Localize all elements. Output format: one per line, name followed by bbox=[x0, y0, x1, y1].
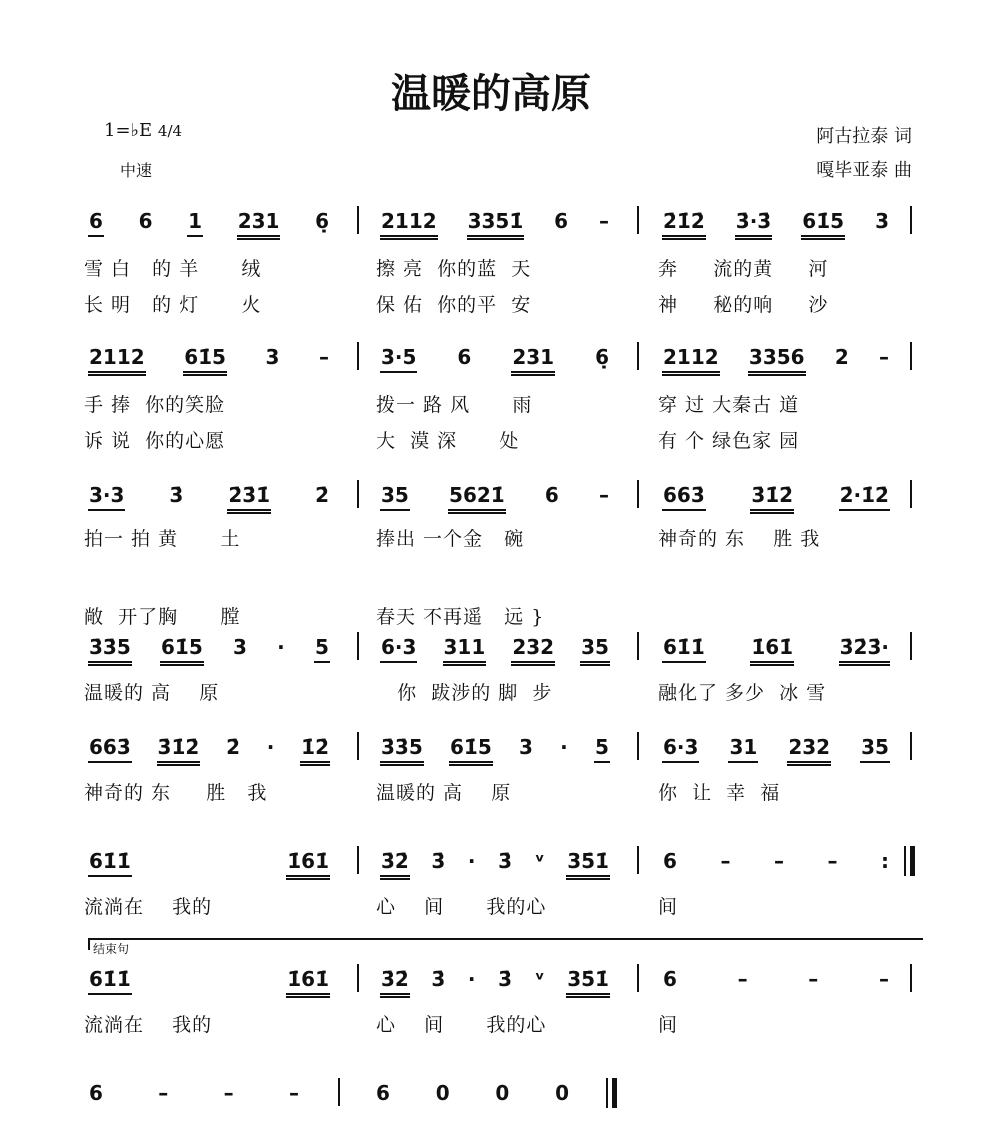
lyric-line: 春天 不再遥 远 } bbox=[376, 606, 545, 628]
barline bbox=[357, 206, 359, 234]
measure-notes bbox=[380, 636, 610, 670]
ending-bracket bbox=[88, 938, 923, 956]
note-group: ᵛ bbox=[534, 967, 545, 991]
note-group: 6 bbox=[89, 1081, 103, 1105]
lyric-line: 你 让 幸 福 bbox=[658, 782, 781, 804]
repeat-end-barline bbox=[904, 846, 915, 876]
note-group: 31 bbox=[728, 736, 758, 763]
note-group: 3̇ bbox=[431, 849, 446, 873]
time-signature: 4/4 bbox=[157, 122, 183, 140]
note-group: 2 bbox=[834, 345, 849, 369]
note-group: 61̇1̇ bbox=[88, 968, 132, 995]
barline bbox=[637, 480, 639, 508]
note-group: 6 bbox=[457, 345, 472, 369]
measure-notes bbox=[380, 346, 610, 380]
lyric-line: 间 bbox=[658, 1014, 679, 1036]
note-group: 6·3 bbox=[380, 636, 417, 663]
note-group: 6 bbox=[663, 849, 677, 873]
barline bbox=[910, 206, 912, 234]
lyric-line: 神 秘的响 沙 bbox=[658, 294, 829, 316]
note-group: 1̇2̇ bbox=[300, 736, 330, 766]
note-group: 3̇1̇2̇ bbox=[157, 736, 201, 766]
note-group: – bbox=[599, 483, 609, 507]
note-group: 3̇ bbox=[498, 967, 513, 991]
measure-notes bbox=[88, 1082, 300, 1116]
measure-notes bbox=[375, 1082, 570, 1116]
note-group: · bbox=[560, 735, 568, 759]
note-group bbox=[198, 850, 221, 875]
measure-notes bbox=[662, 968, 890, 1002]
note-group: 61̇5 bbox=[801, 210, 845, 240]
lyricist-credit: 阿古拉泰 词 bbox=[816, 126, 912, 147]
lyric-line: 间 bbox=[658, 896, 679, 918]
note-group: 2̇3̇1̇ bbox=[227, 484, 271, 514]
ending-label: 结束句 bbox=[93, 942, 130, 956]
measure-notes bbox=[380, 210, 610, 244]
lyric-line: 心 间 我的心 bbox=[376, 1014, 547, 1036]
note-group: 6·3 bbox=[662, 736, 699, 763]
measure-notes bbox=[662, 850, 890, 884]
measure-notes bbox=[88, 484, 330, 518]
measure-notes bbox=[88, 636, 330, 670]
lyric-line: 心 间 我的心 bbox=[376, 896, 547, 918]
lyric-line: 有 个 绿色家 园 bbox=[658, 430, 800, 452]
note-group: – bbox=[737, 967, 748, 991]
note-group: 61̇5 bbox=[449, 736, 493, 766]
note-group: 6̣ bbox=[595, 345, 609, 369]
note-group: 61̇1̇ bbox=[662, 636, 706, 663]
note-group: : bbox=[880, 849, 889, 873]
note-group: 2̇ bbox=[315, 483, 329, 507]
lyric-line: 拍一 拍 黄 土 bbox=[84, 528, 241, 550]
note-group: ᵛ bbox=[534, 849, 545, 873]
note-group: 663̇ bbox=[662, 484, 706, 511]
note-group: 3356 bbox=[748, 346, 806, 376]
note-group: 2112 bbox=[380, 210, 438, 240]
measure-notes bbox=[662, 736, 890, 770]
barline bbox=[637, 732, 639, 760]
note-group: – bbox=[878, 345, 889, 369]
tempo-marking: 中速 bbox=[120, 161, 153, 180]
note-group: 311 bbox=[443, 636, 487, 666]
note-group: 2112 bbox=[88, 346, 146, 376]
lyric-line: 擦 亮 你的蓝 天 bbox=[376, 258, 532, 280]
lyric-line: 捧出 一个金 碗 bbox=[376, 528, 525, 550]
song-title: 温暖的高原 bbox=[391, 70, 591, 117]
note-group: 3·5 bbox=[380, 346, 417, 373]
note-group: 1̇61̇ bbox=[286, 850, 330, 880]
note-group: 5 bbox=[314, 636, 330, 663]
note-group: 3351̇ bbox=[467, 210, 525, 240]
note-group: 61̇5 bbox=[160, 636, 204, 666]
note-group: 35 bbox=[860, 736, 890, 763]
note-group: · bbox=[467, 967, 476, 991]
barline bbox=[357, 342, 359, 370]
measure-notes bbox=[380, 484, 610, 518]
note-group: 35̇1̇ bbox=[566, 850, 610, 880]
barline bbox=[637, 206, 639, 234]
barline bbox=[637, 964, 639, 992]
lyric-line: 穿 过 大秦古 道 bbox=[658, 394, 800, 416]
barline bbox=[357, 480, 359, 508]
final-barline bbox=[606, 1078, 617, 1108]
note-group: 6̣ bbox=[315, 209, 329, 233]
note-group: · bbox=[467, 849, 476, 873]
measure-notes bbox=[662, 636, 890, 670]
measure-notes bbox=[88, 346, 330, 380]
lyric-line: 雪 白 的 羊 绒 bbox=[84, 258, 262, 280]
barline bbox=[910, 732, 912, 760]
note-group: 35 bbox=[380, 484, 410, 511]
lyric-line: 诉 说 你的心愿 bbox=[84, 430, 226, 452]
note-group: 2̇ bbox=[226, 735, 240, 759]
barline bbox=[637, 342, 639, 370]
barline bbox=[910, 964, 912, 992]
note-group: – bbox=[720, 849, 731, 873]
lyric-line: 奔 流的黄 河 bbox=[658, 258, 829, 280]
measure-notes bbox=[662, 484, 890, 518]
measure-notes bbox=[380, 968, 610, 1002]
lyric-line: 长 明 的 灯 火 bbox=[84, 294, 262, 316]
note-group: – bbox=[223, 1081, 234, 1105]
note-group: 3̇3̇5 bbox=[88, 636, 132, 666]
lyric-line: 敞 开了胸 膛 bbox=[84, 606, 241, 628]
lyric-line: 神奇的 东 胜 我 bbox=[658, 528, 821, 550]
measure-notes bbox=[380, 850, 610, 884]
key-text: 1=♭E bbox=[104, 120, 153, 141]
note-group: 6 bbox=[138, 209, 153, 233]
measure-notes bbox=[380, 736, 610, 770]
barline bbox=[357, 732, 359, 760]
note-group: 6 bbox=[376, 1081, 390, 1105]
note-group: 3̇1̇2̇ bbox=[750, 484, 794, 514]
measure-notes bbox=[88, 736, 330, 770]
note-group: 3 bbox=[519, 735, 533, 759]
note-group: – bbox=[808, 967, 819, 991]
note-group: · bbox=[277, 635, 285, 659]
note-group: 5 bbox=[594, 736, 610, 763]
note-group: 3̇ bbox=[431, 967, 446, 991]
lyric-line: 温暖的 高 原 bbox=[84, 682, 220, 704]
lyric-line: 保 佑 你的平 安 bbox=[376, 294, 532, 316]
note-group: 2112 bbox=[662, 346, 720, 376]
note-group: 1̇61̇ bbox=[750, 636, 794, 666]
barline bbox=[338, 1078, 340, 1106]
lyric-line: 温暖的 高 原 bbox=[376, 782, 512, 804]
note-group: 232 bbox=[511, 636, 555, 666]
note-group: 231 bbox=[237, 210, 281, 240]
note-group: 6 bbox=[663, 967, 677, 991]
note-group: 3 bbox=[233, 635, 247, 659]
barline bbox=[637, 846, 639, 874]
measure-notes bbox=[88, 968, 330, 1002]
measure-notes bbox=[88, 850, 330, 884]
barline bbox=[357, 964, 359, 992]
note-group: 3̇3̇5 bbox=[380, 736, 424, 766]
note-group: 61̇1̇ bbox=[88, 850, 132, 877]
note-group: 0 bbox=[435, 1081, 450, 1105]
note-group: 35 bbox=[580, 636, 610, 666]
lyric-line: 拨一 路 风 雨 bbox=[376, 394, 533, 416]
note-group: 35̇1̇ bbox=[566, 968, 610, 998]
lyric-line: 流淌在 我的 bbox=[84, 1014, 213, 1036]
barline bbox=[910, 342, 912, 370]
note-group: – bbox=[773, 849, 784, 873]
note-group: – bbox=[878, 967, 889, 991]
note-group: 232 bbox=[787, 736, 831, 766]
lyric-line: 流淌在 我的 bbox=[84, 896, 213, 918]
note-group: 3̇ bbox=[498, 849, 513, 873]
note-group: 3̇ bbox=[169, 483, 184, 507]
note-group: 2̇·1̇2̇ bbox=[839, 484, 890, 511]
note-group: 1 bbox=[187, 210, 203, 237]
note-group: 663̇ bbox=[88, 736, 132, 763]
note-group: 0 bbox=[495, 1081, 510, 1105]
note-group: 6 bbox=[544, 483, 559, 507]
measure-notes bbox=[662, 210, 890, 244]
note-group: · bbox=[266, 735, 275, 759]
note-group: – bbox=[827, 849, 838, 873]
note-group: 6 bbox=[554, 209, 569, 233]
key-signature bbox=[104, 120, 182, 141]
note-group: – bbox=[289, 1081, 299, 1105]
barline bbox=[357, 632, 359, 660]
note-group: 5621̇ bbox=[448, 484, 506, 514]
note-group: 3̇2̇3̇· bbox=[839, 636, 890, 666]
note-group: – bbox=[158, 1081, 169, 1105]
note-group: 3̇·3̇ bbox=[735, 210, 772, 240]
barline bbox=[357, 846, 359, 874]
note-group: 3̇2̇ bbox=[380, 968, 410, 998]
note-group: 61̇5 bbox=[183, 346, 227, 376]
lyric-line: 大 漠 深 处 bbox=[376, 430, 520, 452]
note-group: 6 bbox=[88, 210, 104, 237]
note-group: 0 bbox=[555, 1081, 569, 1105]
note-group: – bbox=[318, 345, 329, 369]
lyric-line: 融化了 多少 冰 雪 bbox=[658, 682, 827, 704]
note-group: 3̇2̇ bbox=[380, 850, 410, 880]
note-group: 3 bbox=[875, 209, 889, 233]
note-group bbox=[198, 968, 221, 993]
lyric-line: 神奇的 东 胜 我 bbox=[84, 782, 268, 804]
note-group: 3·3 bbox=[88, 484, 125, 511]
barline bbox=[910, 632, 912, 660]
lyric-line: 手 捧 你的笑脸 bbox=[84, 394, 226, 416]
note-group: – bbox=[598, 209, 609, 233]
note-group: 231 bbox=[511, 346, 555, 376]
barline bbox=[637, 632, 639, 660]
note-group: 3 bbox=[265, 345, 280, 369]
note-group: 2̇1̇2̇ bbox=[662, 210, 706, 240]
measure-notes bbox=[662, 346, 890, 380]
barline bbox=[910, 480, 912, 508]
measure-notes bbox=[88, 210, 330, 244]
composer-credit: 嘎毕亚泰 曲 bbox=[816, 160, 912, 181]
note-group: 1̇61̇ bbox=[286, 968, 330, 998]
lyric-line: 你 跋涉的 脚 步 bbox=[376, 682, 553, 704]
